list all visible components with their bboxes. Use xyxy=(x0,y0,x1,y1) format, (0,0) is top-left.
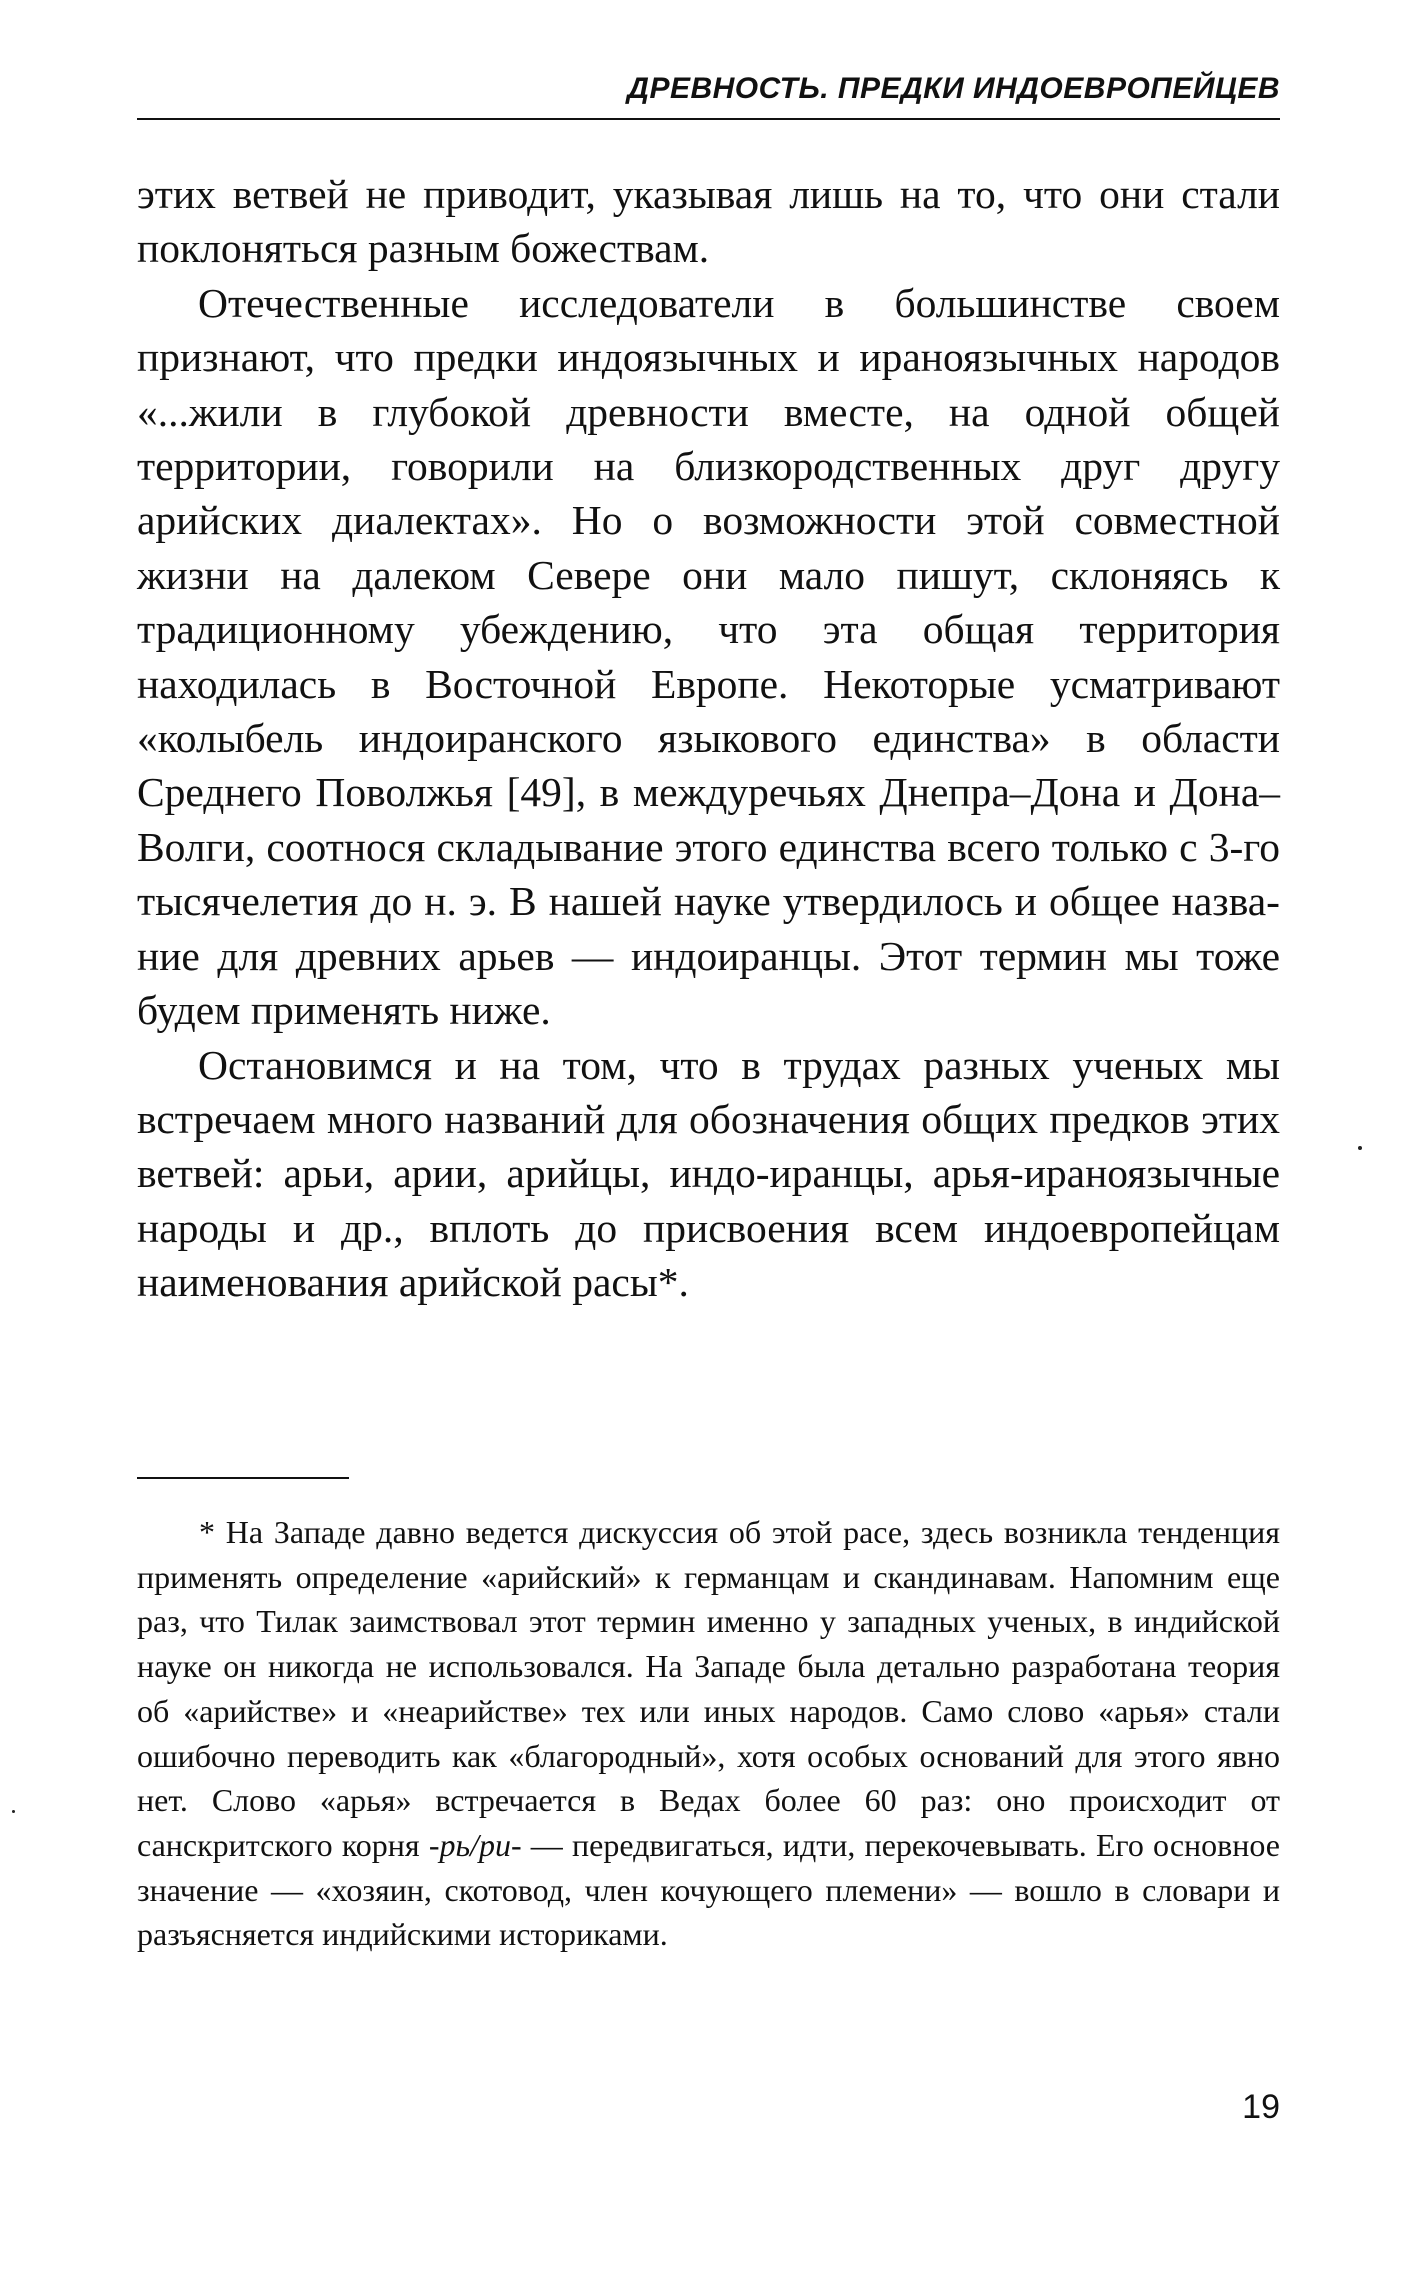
scan-speck xyxy=(1358,1146,1362,1150)
paragraph-1: этих ветвей не приводит, указывая лишь на то, что они стали поклоняться разным божествам. xyxy=(137,171,1280,272)
footnote-rule xyxy=(137,1477,349,1479)
paragraph-3: Остановимся и на том, что в трудах разных ученых мы встречаем много названий для обозначения общих предков этих ветвей: арьи, арии, арийцы, индо-иранцы, арья-ираноязычные народы и др., вплоть до присвоения всем индоевропейцам наименования арийской расы*. xyxy=(137,1041,1280,1306)
running-head: ДРЕВНОСТЬ. ПРЕДКИ ИНДОЕВРОПЕЙЦЕВ xyxy=(627,72,1280,105)
footnote xyxy=(137,1510,1280,1957)
footnote-italic-root: -рь/ри- xyxy=(428,1826,522,1863)
main-text xyxy=(137,167,1280,1310)
page-number: 19 xyxy=(1242,2088,1280,2126)
scan-speck xyxy=(12,1810,15,1813)
paragraph-2: Отечественные исследователи в большинстве своем признают, что предки индоязычных и ираноязычных народов «...жили в глубокой древности вместе, на одной общей территории, говорили на близкородственных друг другу арийских диалектах». Но о возможности этой совместной жизни на далеком Севере они мало пишут, склоняясь к традиционному убеждению, что эта общая территория находилась в Восточной Европе. Некоторые усматривают «колыбель индоиранского языкового единства» в области Среднего Поволжья [49], в междуречьях Днепра–Дона и Дона–Волги, соотнося складывание этого единства всего только с 3-го тысячелетия до н. э. В нашей науке утвердилось и общее название для древних арьев — индоиранцы. Этот термин мы тоже будем применять ниже. xyxy=(137,279,1280,1034)
footnote-text-part-1: * На Западе давно ведется дискуссия об этой расе, здесь возникла тенденция применять определение «арийский» к германцам и скандинавам. Напомним еще раз, что Тилак заимствовал этот термин именно у западных ученых, в индийской науке он никогда не использовался. На Западе была детально разработана теория об «арийстве» и «неарийстве» тех или иных народов. Само слово «арья» стали ошибочно переводить как «благородный», хотя особых оснований для этого явно нет. Слово «арья» встречается в Ведах более 60 раз: оно происходит от санскритского корня xyxy=(137,1514,1280,1863)
header-rule xyxy=(137,118,1280,120)
footnote-text-part-2: — передвигаться, идти, перекочевывать. Его основное значение — «хозяин, скотовод, член кочующего племени» — вошло в словари и разъясняется индийскими историками. xyxy=(137,1826,1281,1953)
